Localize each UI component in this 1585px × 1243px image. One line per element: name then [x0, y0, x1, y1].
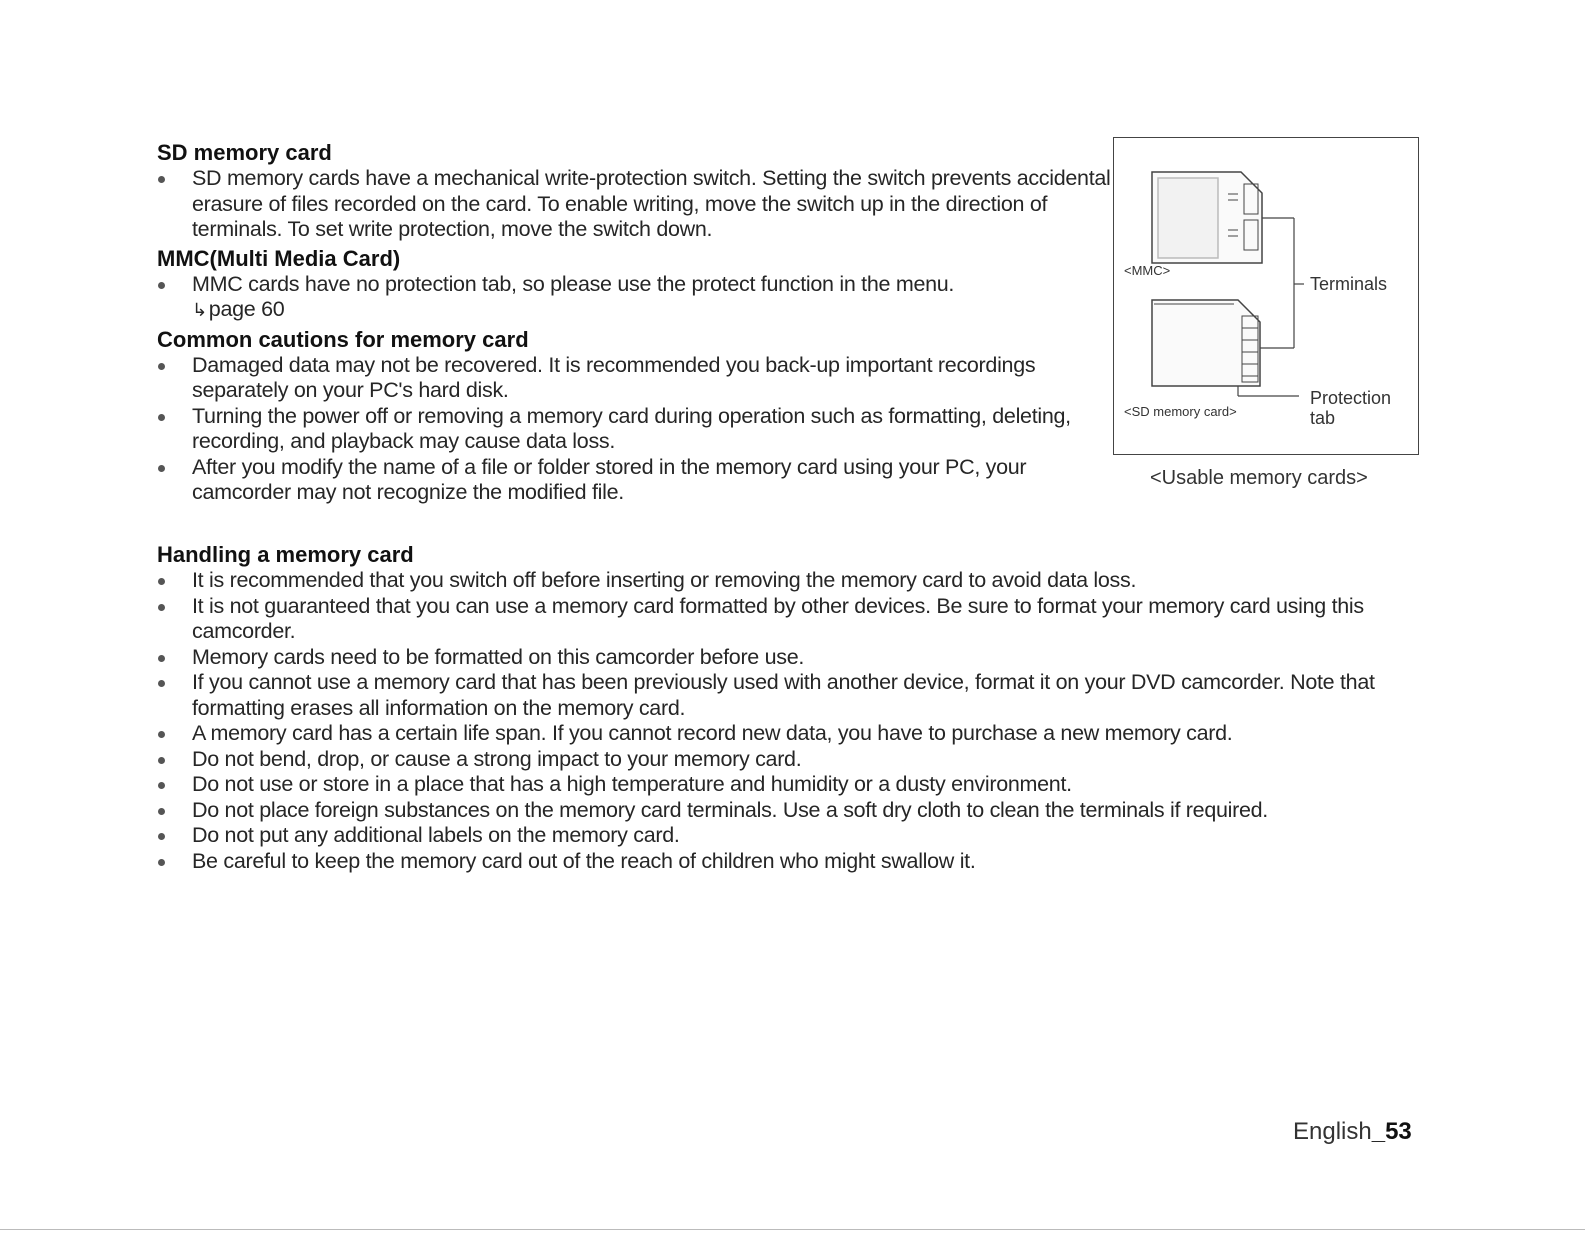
handling-item-3: Memory cards need to be formatted on this camcorder before use. — [157, 645, 1432, 671]
sd-card-drawing — [1152, 300, 1260, 386]
page-reference — [192, 297, 1117, 324]
handling-item-10: Be careful to keep the memory card out of the reach of children who might swallow it. — [157, 849, 1432, 875]
sd-list — [157, 166, 1117, 243]
page-reference-text: page 60 — [208, 297, 285, 321]
mmc-item-1 — [157, 272, 1117, 324]
handling-item-7: Do not use or store in a place that has a high temperature and humidity or a dusty environment. — [157, 772, 1432, 798]
sd-section-title: SD memory card — [157, 140, 332, 165]
mmc-list — [157, 272, 1117, 324]
handling-section-title: Handling a memory card — [157, 542, 414, 567]
figure-caption: <Usable memory cards> — [1150, 467, 1368, 489]
page-footer — [1293, 1118, 1412, 1146]
terminals-label: Terminals — [1310, 274, 1388, 294]
common-section-title: Common cautions for memory card — [157, 326, 529, 352]
handling-item-8: Do not place foreign substances on the memory card terminals. Use a soft dry cloth to clean the terminals if required. — [157, 798, 1432, 824]
mmc-item-text: MMC cards have no protection tab, so please use the protect function in the menu. — [192, 271, 955, 296]
handling-item-9: Do not put any additional labels on the memory card. — [157, 823, 1432, 849]
sd-item-1: SD memory cards have a mechanical write-protection switch. Setting the switch prevents accidental erasure of files recorded on the card. To enable writing, move the switch up in the direction of terminals. To set write protection, move the switch down. — [157, 166, 1117, 243]
mmc-card-drawing — [1152, 172, 1262, 263]
footer-language: English — [1293, 1118, 1372, 1145]
mmc-label: <MMC> — [1124, 263, 1171, 278]
mmc-section-title: MMC(Multi Media Card) — [157, 245, 401, 271]
lower-text-column — [157, 542, 1432, 874]
handling-list — [157, 568, 1432, 874]
handling-item-6: Do not bend, drop, or cause a strong impact to your memory card. — [157, 747, 1432, 773]
common-item-2: Turning the power off or removing a memory card during operation such as formatting, deleting, recording, and playback may cause data loss. — [157, 404, 1117, 455]
memory-card-figure — [1113, 137, 1419, 455]
protection-tab-label: Protection tab — [1310, 388, 1392, 428]
page-arrow-icon: ↳ — [192, 300, 207, 320]
handling-item-4: If you cannot use a memory card that has been previously used with another device, format it on your DVD camcorder. Note that formatting erases all information on the memory card. — [157, 670, 1432, 721]
common-item-1: Damaged data may not be recovered. It is recommended you back-up important recordings separately on your PC's hard disk. — [157, 353, 1117, 404]
handling-item-2: It is not guaranteed that you can use a memory card formatted by other devices. Be sure to format your memory card using this camcorder. — [157, 594, 1432, 645]
footer-page-number: _53 — [1371, 1118, 1412, 1145]
bottom-rule — [0, 1229, 1585, 1230]
common-item-3: After you modify the name of a file or folder stored in the memory card using your PC, your camcorder may not recognize the modified file. — [157, 455, 1117, 506]
common-list — [157, 353, 1117, 506]
sd-card-label: <SD memory card> — [1124, 404, 1237, 419]
handling-item-1: It is recommended that you switch off before inserting or removing the memory card to avoid data loss. — [157, 568, 1432, 594]
upper-text-column — [157, 140, 1117, 506]
handling-item-5: A memory card has a certain life span. If you cannot record new data, you have to purchase a new memory card. — [157, 721, 1432, 747]
